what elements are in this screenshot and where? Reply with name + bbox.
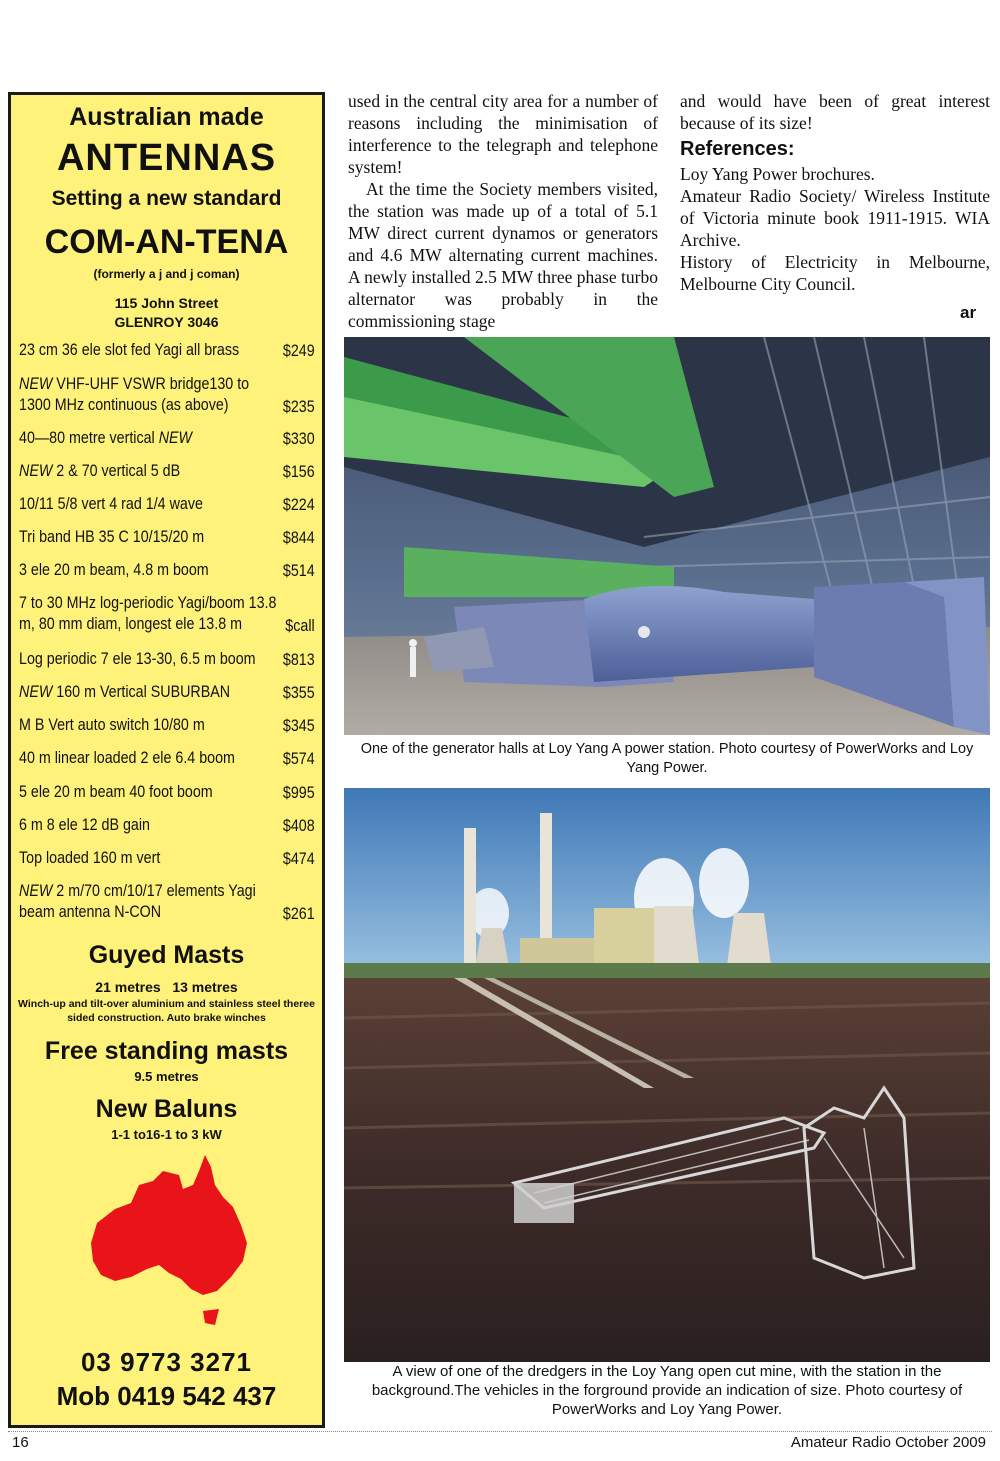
- generator-hall-photo: [344, 337, 990, 735]
- ad-headline-antennas: ANTENNAS: [56, 137, 277, 179]
- australia-map-icon: [71, 1145, 271, 1345]
- footer-divider: [8, 1431, 992, 1432]
- article-paragraph: used in the central city area for a number of reasons including the minimisation of interference to the telegraph and telephone system!: [348, 91, 658, 177]
- product-name: VHF-UHF VSWR bridge130 to 1300 MHz continuous (as above): [19, 374, 250, 414]
- product-price: $330: [282, 429, 315, 448]
- product-description: [19, 526, 279, 547]
- product-description: [19, 427, 279, 448]
- product-description: [19, 648, 279, 669]
- product-name: Top loaded 160 m vert: [19, 848, 161, 867]
- article-paragraph: and would have been of great interest because of its size!: [680, 91, 990, 133]
- ad-brand: COM-AN-TENA: [44, 223, 289, 261]
- product-description: [19, 373, 279, 415]
- new-tag: NEW: [158, 428, 193, 447]
- product-name: 7 to 30 MHz log-periodic Yagi/boom 13.8 m, 80 mm diam, longest ele 13.8 m: [19, 593, 277, 633]
- ad-mobile: Mob 0419 542 437: [56, 1381, 277, 1411]
- new-tag: NEW: [19, 374, 53, 393]
- product-name: Tri band HB 35 C 10/15/20 m: [19, 527, 205, 546]
- product-description: [19, 714, 279, 735]
- product-name: 3 ele 20 m beam, 4.8 m boom: [19, 560, 209, 579]
- article-paragraph: At the time the Society members visited, the station was made up of a total of 5.1 MW direct current dynamos or generators and 4.6 MW alternating current machines. A newly installed 2.5 MW three phase turbo alternator was probably in the commissioning stage: [348, 179, 658, 331]
- price-list-row: [19, 681, 315, 703]
- product-price: $995: [282, 783, 315, 802]
- product-name: 23 cm 36 ele slot fed Yagi all brass: [19, 340, 240, 359]
- guyed-masts-sizes: 21 metres 13 metres: [95, 979, 238, 995]
- product-price: $call: [285, 616, 315, 635]
- product-name: 5 ele 20 m beam 40 foot boom: [19, 782, 213, 801]
- new-baluns-description: 1-1 to16-1 to 3 kW: [111, 1127, 222, 1142]
- product-description: [19, 592, 279, 634]
- ad-line-australian-made: Australian made: [69, 103, 264, 131]
- guyed-masts-description: Winch-up and tilt-over aluminium and stainless steel theree sided construction. Auto brake winches: [18, 998, 315, 1024]
- price-list-row: [19, 559, 315, 581]
- product-description: [19, 493, 279, 514]
- ad-phone: 03 9773 3271: [80, 1347, 253, 1377]
- product-price: $235: [282, 397, 315, 416]
- ad-address-city: GLENROY 3046: [114, 314, 219, 330]
- ad-address-street: 115 John Street: [114, 295, 219, 311]
- product-name: 40 m linear loaded 2 ele 6.4 boom: [19, 748, 235, 767]
- new-baluns-title: New Baluns: [95, 1095, 238, 1123]
- product-description: [19, 781, 279, 802]
- price-list-row: [19, 814, 315, 836]
- product-description: [19, 559, 279, 580]
- references-heading: References:: [680, 138, 795, 160]
- product-price: $355: [282, 683, 315, 702]
- product-price: $813: [282, 650, 315, 669]
- product-price: $408: [282, 816, 315, 835]
- product-name: 40—80 metre vertical: [19, 428, 159, 447]
- product-price: $474: [282, 849, 315, 868]
- price-list-row: [19, 648, 315, 670]
- price-list-row: [19, 880, 315, 924]
- product-price: $844: [282, 528, 315, 547]
- price-list-row: [19, 526, 315, 548]
- price-list-row: [19, 847, 315, 869]
- product-description: [19, 814, 279, 835]
- product-name: 10/11 5/8 vert 4 rad 1/4 wave: [19, 494, 203, 513]
- price-list-row: [19, 714, 315, 736]
- product-name: 6 m 8 ele 12 dB gain: [19, 815, 151, 834]
- article-column-2: [680, 90, 990, 295]
- product-name: M B Vert auto switch 10/80 m: [19, 715, 205, 734]
- product-price: $574: [282, 749, 315, 768]
- product-name: 160 m Vertical SUBURBAN: [52, 682, 231, 701]
- page-number: 16: [12, 1434, 29, 1451]
- open-cut-mine-caption: A view of one of the dredgers in the Loy Yang open cut mine, with the station in the background.The vehicles in the forground provide an indication of size. Photo courtesy of PowerWorks and Loy Yang Power.: [371, 1363, 963, 1418]
- new-tag: NEW: [19, 461, 53, 480]
- product-description: [19, 747, 279, 768]
- ad-formerly: (formerly a j and j coman): [93, 267, 240, 281]
- product-price: $224: [282, 495, 315, 514]
- price-list-row: [19, 373, 315, 417]
- product-price: $249: [282, 341, 315, 360]
- guyed-masts-title: Guyed Masts: [88, 941, 245, 969]
- price-list-row: [19, 427, 315, 449]
- product-name: 2 & 70 vertical 5 dB: [52, 461, 181, 480]
- product-description: [19, 880, 279, 922]
- reference-item: Loy Yang Power brochures.: [680, 164, 875, 184]
- product-name: 2 m/70 cm/10/17 elements Yagi beam antenna N-CON: [19, 881, 256, 921]
- antenna-advertisement: [8, 92, 325, 1428]
- end-mark: ar: [960, 303, 977, 322]
- open-cut-mine-photo: [344, 788, 990, 1362]
- reference-item: Amateur Radio Society/ Wireless Institute of Victoria minute book 1911-1915. WIA Archive.: [680, 186, 990, 250]
- new-tag: NEW: [19, 682, 53, 701]
- product-price: $156: [282, 462, 315, 481]
- generator-hall-caption: One of the generator halls at Loy Yang A power station. Photo courtesy of PowerWorks and Loy Yang Power.: [360, 741, 974, 776]
- product-description: [19, 339, 279, 360]
- product-price: $261: [282, 904, 315, 923]
- free-standing-masts-size: 9.5 metres: [134, 1069, 199, 1084]
- reference-item: History of Electricity in Melbourne, Melbourne City Council.: [680, 252, 990, 294]
- ad-tagline: Setting a new standard: [51, 187, 282, 210]
- product-price: $514: [282, 561, 315, 580]
- price-list-row: [19, 592, 315, 636]
- article-column-1: [348, 90, 658, 332]
- free-standing-masts-title: Free standing masts: [44, 1037, 289, 1065]
- price-list-row: [19, 747, 315, 769]
- product-name: Log periodic 7 ele 13-30, 6.5 m boom: [19, 649, 256, 668]
- new-tag: NEW: [19, 881, 53, 900]
- product-description: [19, 681, 279, 702]
- product-price: $345: [282, 716, 315, 735]
- product-description: [19, 460, 279, 481]
- magazine-issue: Amateur Radio October 2009: [790, 1434, 986, 1451]
- price-list-row: [19, 781, 315, 803]
- product-description: [19, 847, 279, 868]
- price-list-row: [19, 339, 315, 361]
- price-list-row: [19, 493, 315, 515]
- price-list-row: [19, 460, 315, 482]
